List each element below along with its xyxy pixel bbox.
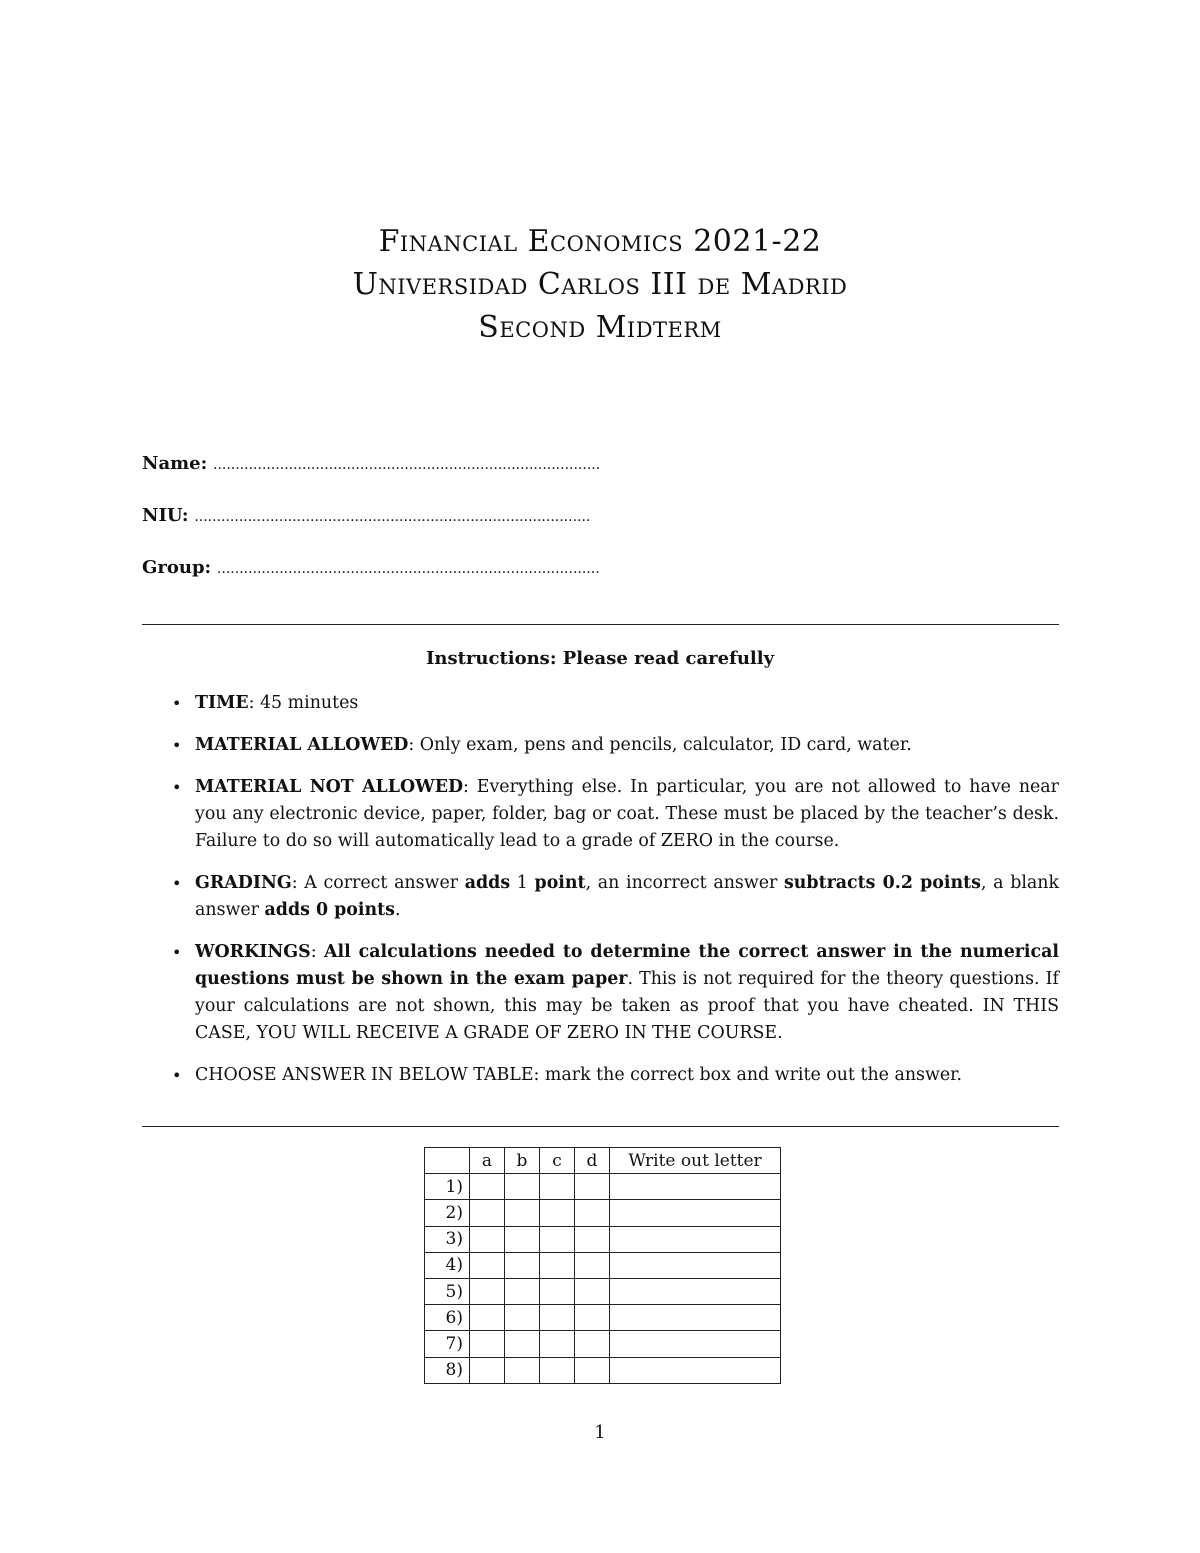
write-out-cell[interactable]	[610, 1331, 781, 1357]
write-out-cell[interactable]	[610, 1278, 781, 1304]
instruction-text: 1	[510, 873, 535, 893]
table-row	[425, 1252, 781, 1278]
question-number: 8)	[425, 1357, 470, 1383]
instruction-text: , an incorrect answer	[585, 873, 784, 893]
group-label: Group:	[142, 557, 212, 578]
niu-label: NIU:	[142, 505, 189, 526]
instruction-material-allowed	[172, 732, 1059, 759]
name-label: Name:	[142, 453, 208, 474]
answer-box-d[interactable]	[575, 1357, 610, 1383]
question-number: 2)	[425, 1200, 470, 1226]
write-out-cell[interactable]	[610, 1226, 781, 1252]
answer-box-d[interactable]	[575, 1174, 610, 1200]
answer-box-a[interactable]	[470, 1174, 505, 1200]
answer-box-d[interactable]	[575, 1305, 610, 1331]
write-out-cell[interactable]	[610, 1357, 781, 1383]
answer-box-d[interactable]	[575, 1278, 610, 1304]
answer-box-c[interactable]	[540, 1200, 575, 1226]
instructions-list	[172, 690, 1059, 1104]
answer-box-c[interactable]	[540, 1305, 575, 1331]
answer-box-a[interactable]	[470, 1252, 505, 1278]
answer-box-a[interactable]	[470, 1357, 505, 1383]
answer-box-d[interactable]	[575, 1252, 610, 1278]
write-out-cell[interactable]	[610, 1174, 781, 1200]
instruction-workings	[172, 939, 1059, 1047]
group-dots: ......................................................................................	[216, 561, 600, 577]
page-number: 1	[594, 1422, 606, 1443]
instruction-material-not-allowed	[172, 774, 1059, 855]
instruction-label: MATERIAL ALLOWED	[195, 735, 409, 755]
answer-box-b[interactable]	[505, 1200, 540, 1226]
instruction-time	[172, 690, 1059, 717]
instruction-emphasis: adds	[464, 873, 511, 893]
instruction-emphasis: adds 0 points	[264, 900, 395, 920]
table-row	[425, 1200, 781, 1226]
header-blank	[425, 1148, 470, 1174]
answer-box-a[interactable]	[470, 1278, 505, 1304]
instruction-text: :	[310, 942, 324, 962]
niu-dots: .........................................................................................	[194, 509, 591, 525]
instruction-label: WORKINGS	[195, 942, 311, 962]
answer-box-a[interactable]	[470, 1200, 505, 1226]
header-d: d	[575, 1148, 610, 1174]
header-c: c	[540, 1148, 575, 1174]
title-block	[0, 220, 1200, 349]
header-a: a	[470, 1148, 505, 1174]
bottom-divider	[142, 1126, 1059, 1127]
table-row	[425, 1226, 781, 1252]
header-write-out-letter: Write out letter	[610, 1148, 781, 1174]
instruction-grading	[172, 870, 1059, 924]
answer-box-b[interactable]	[505, 1278, 540, 1304]
instruction-text: : A correct answer	[291, 873, 465, 893]
name-dots: .......................................................................................	[213, 457, 601, 473]
top-divider	[142, 624, 1059, 625]
answer-box-c[interactable]	[540, 1174, 575, 1200]
group-field[interactable]	[142, 554, 600, 606]
question-number: 5)	[425, 1278, 470, 1304]
answer-box-c[interactable]	[540, 1252, 575, 1278]
answer-box-a[interactable]	[470, 1226, 505, 1252]
answer-box-b[interactable]	[505, 1252, 540, 1278]
answer-box-b[interactable]	[505, 1357, 540, 1383]
answer-box-c[interactable]	[540, 1278, 575, 1304]
header-b: b	[505, 1148, 540, 1174]
answer-table-header	[425, 1148, 781, 1174]
answer-box-d[interactable]	[575, 1331, 610, 1357]
university-name: Universidad Carlos III de Madrid	[352, 267, 848, 302]
answer-box-c[interactable]	[540, 1331, 575, 1357]
table-row	[425, 1305, 781, 1331]
table-row	[425, 1357, 781, 1383]
question-number: 4)	[425, 1252, 470, 1278]
answer-box-d[interactable]	[575, 1226, 610, 1252]
question-number: 3)	[425, 1226, 470, 1252]
question-number: 7)	[425, 1331, 470, 1357]
instruction-text: : 45 minutes	[248, 693, 359, 713]
instruction-emphasis: subtracts 0.2 points	[784, 873, 981, 893]
answer-table	[424, 1147, 781, 1384]
answer-box-b[interactable]	[505, 1331, 540, 1357]
instruction-text: CHOOSE ANSWER IN BELOW TABLE: mark the correct box and write out the answer.	[195, 1065, 963, 1085]
table-row	[425, 1331, 781, 1357]
question-number: 1)	[425, 1174, 470, 1200]
answer-box-a[interactable]	[470, 1305, 505, 1331]
instruction-label: MATERIAL NOT ALLOWED	[195, 777, 464, 797]
instruction-label: GRADING	[195, 873, 292, 893]
instruction-text: , a blank answer	[195, 873, 1060, 920]
niu-field[interactable]	[142, 502, 600, 554]
instruction-text: .	[394, 900, 401, 920]
answer-box-b[interactable]	[505, 1226, 540, 1252]
answer-box-c[interactable]	[540, 1226, 575, 1252]
instruction-text: : Only exam, pens and pencils, calculator, ID card, water.	[408, 735, 912, 755]
answer-box-b[interactable]	[505, 1305, 540, 1331]
course-title: Financial Economics 2021-22	[378, 224, 822, 259]
instruction-text: : Everything else. In particular, you are not allowed to have near you any electronic device, paper, folder, bag or coat. These must be placed by the teacher’s desk. Failure to do so will automatically lead to a grade of ZERO in the course.	[195, 777, 1059, 851]
instruction-emphasis: All calculations needed to determine the correct answer in the numerical questions must be shown in the exam paper	[195, 942, 1059, 989]
answer-box-a[interactable]	[470, 1331, 505, 1357]
write-out-cell[interactable]	[610, 1305, 781, 1331]
instruction-choose-answer	[172, 1062, 1059, 1089]
write-out-cell[interactable]	[610, 1200, 781, 1226]
instructions-heading: Instructions: Please read carefully	[425, 648, 775, 669]
table-row	[425, 1278, 781, 1304]
instruction-text: . This is not required for the theory questions. If your calculations are not shown, this may be taken as proof that you have cheated. IN THIS CASE, YOU WILL RECEIVE A GRADE OF ZERO IN THE COURSE.	[195, 969, 1059, 1043]
student-fields	[142, 450, 600, 606]
answer-box-c[interactable]	[540, 1357, 575, 1383]
answer-box-b[interactable]	[505, 1174, 540, 1200]
write-out-cell[interactable]	[610, 1252, 781, 1278]
exam-name: Second Midterm	[478, 310, 722, 345]
name-field[interactable]	[142, 450, 600, 502]
answer-box-d[interactable]	[575, 1200, 610, 1226]
instruction-label: TIME	[195, 693, 249, 713]
question-number: 6)	[425, 1305, 470, 1331]
table-row	[425, 1174, 781, 1200]
instruction-emphasis: point	[534, 873, 586, 893]
